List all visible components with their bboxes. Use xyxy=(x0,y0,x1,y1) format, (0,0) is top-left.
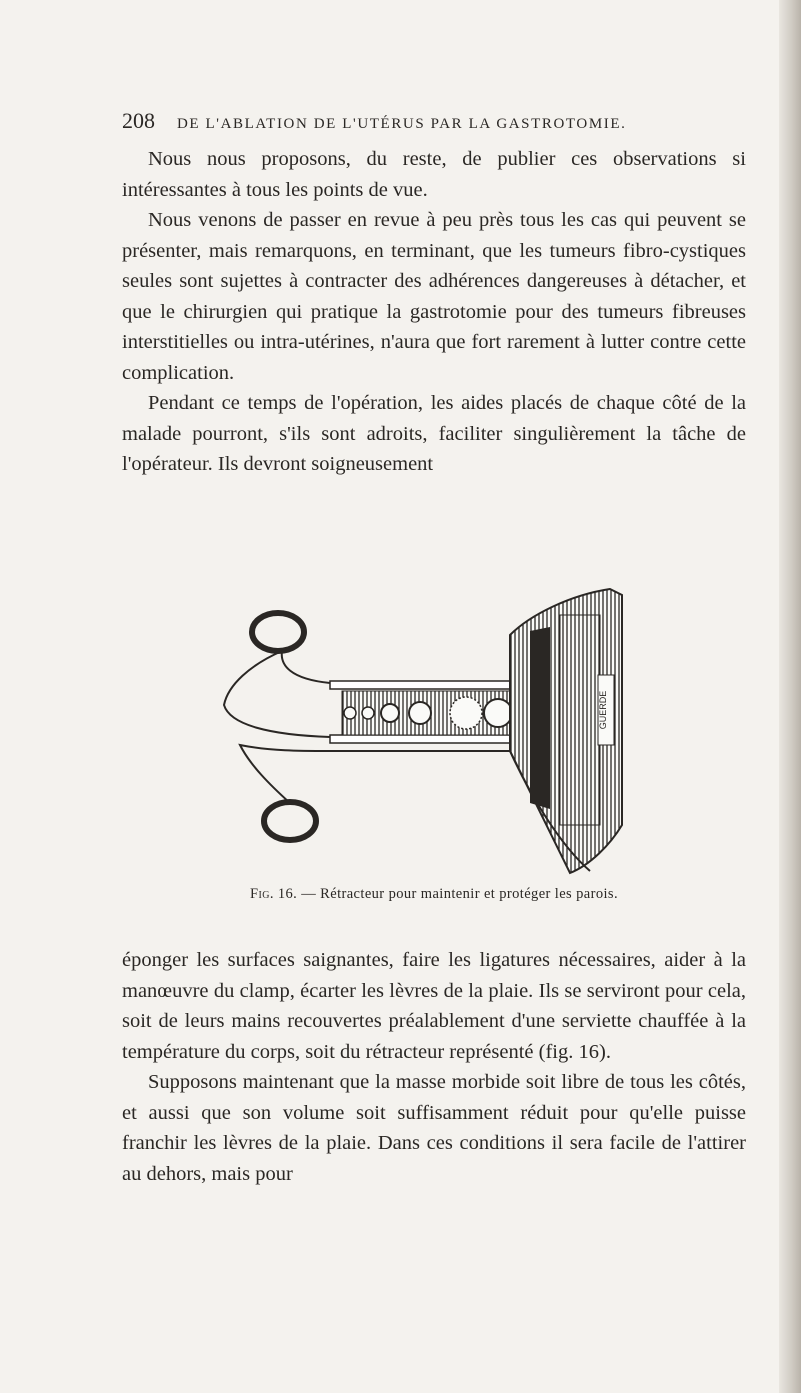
text-block-bottom xyxy=(122,945,746,1189)
figure-label: Fig. 16. xyxy=(250,886,298,902)
maker-mark: GUERDE xyxy=(598,690,608,730)
figure-caption xyxy=(122,886,746,903)
paragraph: éponger les surfaces saignantes, faire les ligatures nécessaires, aider à la manœuvre du clamp, écarter les lèvres de la plaie. Ils se serviront pour cela, soit de leurs mains recouvertes préalablement d'une serviette chauffée à la température du corps, soit du rétracteur représenté (fig. 16). xyxy=(122,949,746,1063)
retractor-figure xyxy=(210,575,650,875)
paragraph: Pendant ce temps de l'opération, les aides placés de chaque côté de la malade pourront, s'ils sont adroits, faciliter singulièrement la tâche de l'opérateur. Ils devront soigneusement xyxy=(122,392,746,475)
paragraph: Nous nous proposons, du reste, de publier ces observations si intéressantes à tous les points de vue. xyxy=(122,148,746,201)
text-block-top xyxy=(122,144,746,480)
retractor-illustration xyxy=(210,575,650,875)
running-header xyxy=(122,108,722,138)
figure-caption-text: — Rétracteur pour maintenir et protéger les parois. xyxy=(301,886,618,902)
paragraph: Nous venons de passer en revue à peu près tous les cas qui peuvent se présenter, mais remarquons, en terminant, que les tumeurs fibro-cystiques seules sont sujettes à contracter des adhérences dangereuses à détacher, et que le chirurgien qui pratique la gastrotomie pour des tumeurs fibreuses interstitielles ou intra-utérines, n'aura que fort rarement à lutter contre cette complication. xyxy=(122,209,746,384)
page-number: 208 xyxy=(122,108,155,133)
paragraph: Supposons maintenant que la masse morbide soit libre de tous les côtés, et aussi que son volume soit suffisamment réduit pour qu'elle puisse franchir les lèvres de la plaie. Dans ces conditions il sera facile de l'attirer au dehors, mais pour xyxy=(122,1071,746,1185)
running-title: DE L'ABLATION DE L'UTÉRUS PAR LA GASTROTOMIE. xyxy=(177,116,627,132)
page-edge-shadow xyxy=(779,0,801,1393)
